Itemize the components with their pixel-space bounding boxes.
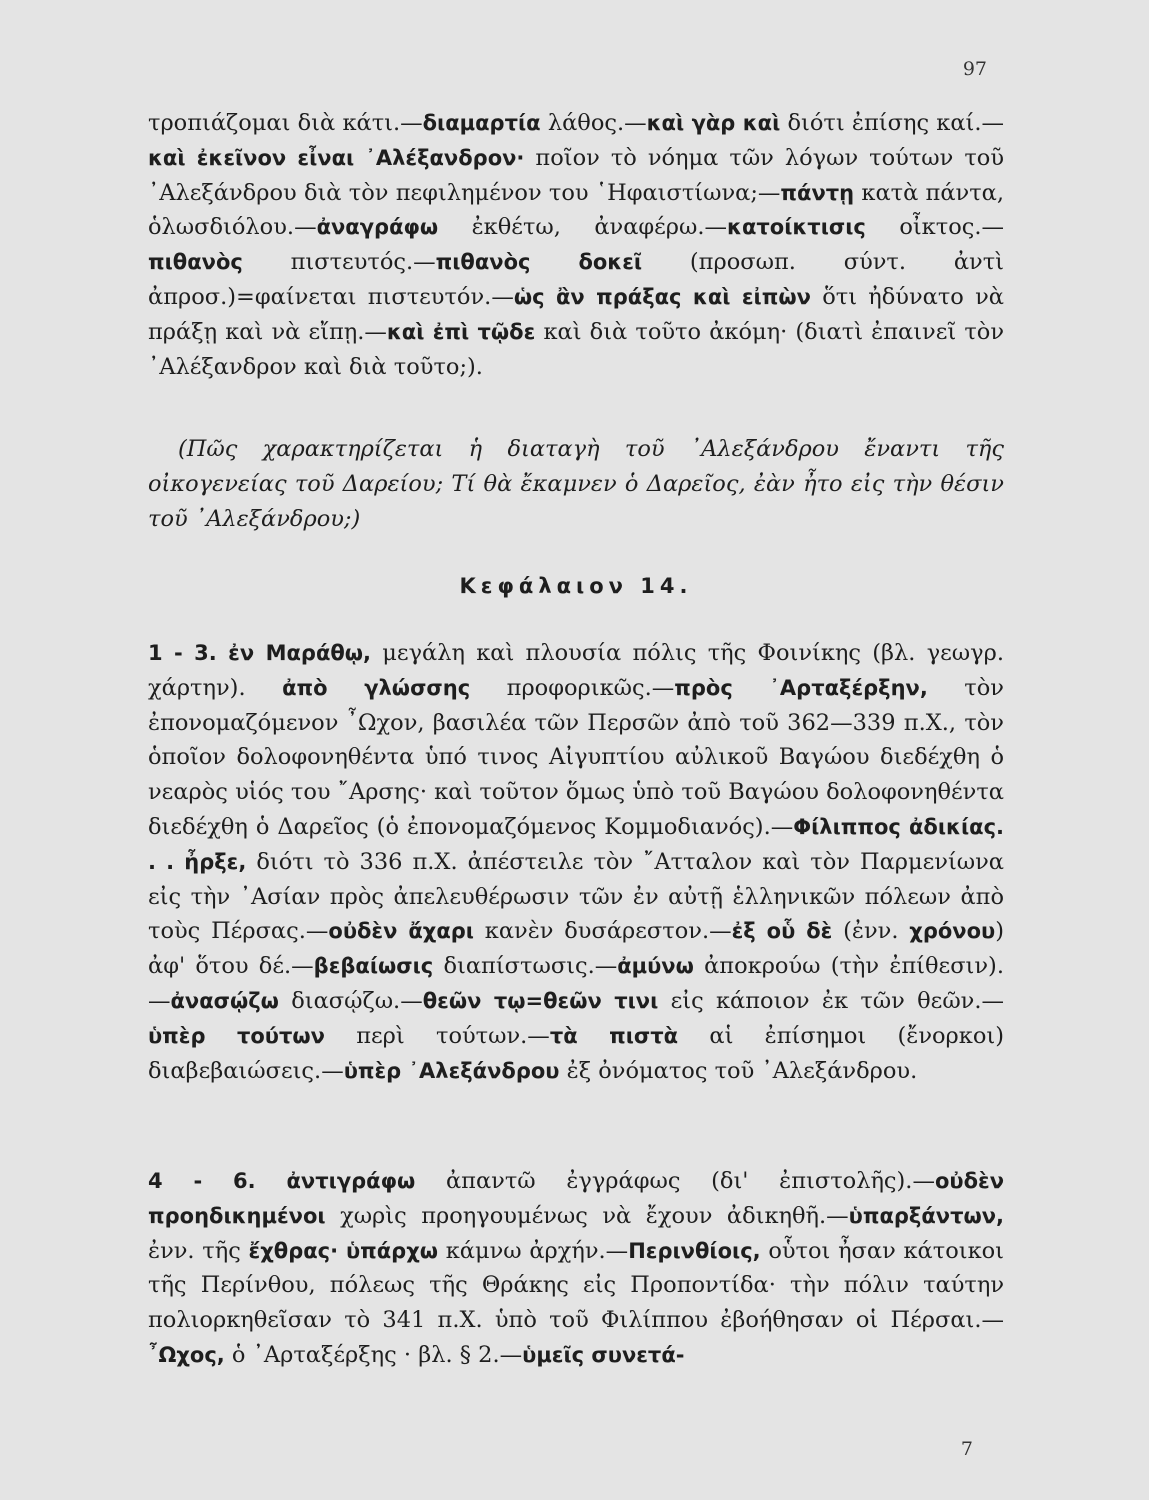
text-run: λάθος.— (540, 110, 647, 136)
bold-term: ὑπὲρ τούτων (148, 1023, 325, 1048)
bold-term: Περινθίοις, (628, 1238, 761, 1263)
bold-term: θεῶν τῳ=θεῶν τινι (422, 988, 659, 1013)
bold-term: ἐξ οὗ δὲ (731, 919, 833, 944)
text-run: ἐνν. τῆς (148, 1237, 249, 1264)
bold-term: 4 - 6. ἀντιγράφω (148, 1169, 416, 1193)
bold-term: ῏Ωχος, (148, 1342, 225, 1367)
text-run: (Πῶς χαρακτηρίζεται ἡ διαταγὴ τοῦ ᾿Αλεξάνδρου ἔναντι τῆς οἰκογενείας τοῦ Δαρείου; Τί θὰ ἔκαμνεν ὁ Δαρεῖος, ἐὰν ἦτο εἰς τὴν θέσιν τοῦ ᾿Αλεξάνδρου;) (148, 436, 1004, 532)
bold-term: χρόνου (909, 919, 996, 944)
text-run: περὶ τούτων.— (324, 1022, 550, 1049)
bold-term: πάντῃ (780, 180, 855, 205)
paragraph-commentary-end (148, 106, 1004, 384)
text-run: κάμνω ἀρχήν.— (438, 1237, 629, 1264)
text-run: οἶκτος.— (865, 214, 1004, 241)
bold-term: καὶ γὰρ καὶ (646, 111, 781, 135)
bold-term: ἀναγράφω (316, 215, 439, 240)
text-run: χωρὶς προηγουμένως νὰ ἔχουν ἀδικηθῆ.— (325, 1202, 849, 1229)
text-run: ὁ ᾿Αρταξέρξης · βλ. § 2.— (224, 1341, 523, 1368)
text-run: ποῖον τὸ νόημα τῶν λόγων τούτων τοῦ ᾿Αλεξάνδρου διὰ τὸν πεφιλημένον του ῾Ηφαιστίωνα;— (148, 144, 1004, 206)
bold-term: οὐδὲν προηδικημένοι (148, 1169, 1004, 1228)
text-run: (προσωπ. σύντ. ἀντὶ ἀπροσ.)=φαίνεται πιστευτόν.— (148, 249, 1004, 310)
text-run: καὶ διὰ τοῦτο ἀκόμη· (διατὶ ἐπαινεῖ τὸν ᾿Αλέξανδρον καὶ διὰ τοῦτο;). (148, 318, 1005, 380)
text-run: ἀποκρούω (τὴν ἐπίθεσιν).— (148, 953, 1004, 1014)
bold-term: καὶ ἐπὶ τῷδε (386, 319, 536, 344)
bold-term: ἔχθρας· ὑπάρχω (248, 1238, 438, 1263)
text-run: ἐξ ὀνόματος τοῦ ᾿Αλεξάνδρου. (559, 1057, 918, 1084)
paragraph-section-4-6 (148, 1164, 1004, 1373)
bold-term: τὰ πιστὰ (549, 1023, 679, 1048)
bold-term: ἀνασῴζω (170, 988, 279, 1013)
paragraph-questions (148, 432, 1004, 536)
bold-term: ὡς ἂν πράξας καὶ εἰπὼν (513, 284, 811, 309)
text-run: διασῴζω.— (278, 987, 423, 1014)
text-run: οὗτοι ἦσαν κάτοικοι τῆς Περίνθου, πόλεως τῆς Θράκης εἰς Προποντίδα· τὴν πόλιν ταύτην πολιορκηθεῖσαν τὸ 341 π.Χ. ὑπὸ τοῦ Φιλίππου ἐβοήθησαν οἱ Πέρσαι.— (148, 1237, 1004, 1334)
bold-term: ἀπὸ γλώσσης (282, 675, 471, 700)
bold-term: Φίλιππος ἀδικίας. . . ἦρξε, (148, 814, 1004, 874)
bold-term: καὶ ἐκεῖνον εἶναι ᾿Αλέξανδρον· (148, 145, 525, 170)
bold-term: πιθανὸς δοκεῖ (435, 250, 643, 275)
bold-term: κατοίκτισις (727, 215, 866, 240)
page-number: 97 (962, 58, 987, 80)
text-run: πιστευτός.— (242, 249, 436, 276)
bold-term: ὑπὲρ ᾿Αλεξάνδρου (343, 1058, 560, 1083)
text-run: προφορικῶς.— (470, 674, 675, 701)
text-run: μεγάλη καὶ πλουσία πόλις τῆς Φοινίκης (βλ. γεωγρ. χάρτην). (148, 640, 1004, 701)
chapter-heading: Κεφάλαιον 14. (459, 574, 693, 598)
text-run: διότι ἐπίσης καί.— (780, 110, 1005, 136)
text-run: ἀπαντῶ ἐγγράφως (δι' ἐπιστολῆς).— (415, 1168, 935, 1194)
signature-mark: 7 (960, 1438, 973, 1460)
bold-term: βεβαίωσις (313, 954, 434, 979)
text-run: κατὰ πάντα, ὁλωσδιόλου.— (148, 179, 1005, 241)
text-run: τροπιάζομαι διὰ κάτι.— (148, 110, 423, 136)
text-run: ἐκθέτω, ἀναφέρω.— (438, 214, 728, 241)
text-run: αἱ ἐπίσημοι (ἔνορκοι) διαβεβαιώσεις.— (148, 1022, 1004, 1084)
bold-term: πρὸς ᾿Αρταξέρξην, (674, 675, 928, 700)
bold-term: ἀμύνω (617, 954, 694, 979)
bold-term: διαμαρτία (422, 111, 541, 135)
bold-term: 1 - 3. ἐν Μαράθῳ, (148, 641, 372, 665)
bold-term: οὐδὲν ἄχαρι (328, 919, 474, 944)
text-run: διαπίστωσις.— (433, 953, 618, 980)
text-run: (ἐνν. (832, 918, 910, 945)
bold-term: πιθανὸς (148, 250, 243, 275)
text-run: ὅτι ἠδύνατο νὰ πράξῃ καὶ νὰ εἴπῃ.— (148, 283, 1004, 345)
text-run: ) ἀφ' ὅτου δέ.— (148, 918, 1004, 980)
bold-term: ὑμεῖς συνετά- (522, 1342, 685, 1367)
text-run: εἰς κάποιον ἐκ τῶν θεῶν.— (658, 987, 1004, 1014)
text-run: κανὲν δυσάρεστον.— (473, 918, 732, 945)
text-run: διότι τὸ 336 π.Χ. ἀπέστειλε τὸν ῎Ατταλον καὶ τὸν Παρμενίωνα εἰς τὴν ᾿Ασίαν πρὸς ἀπελευθέρωσιν τῶν ἐν αὐτῇ ἑλληνικῶν πόλεων ἀπὸ τοὺς Πέρσας.— (148, 848, 1004, 945)
text-run: τὸν ἐπονομαζόμενον ῏Ωχον, βασιλέα τῶν Περσῶν ἀπὸ τοῦ 362—339 π.Χ., τὸν ὁποῖον δολοφονηθέντα ὑπό τινος Αἰγυπτίου αὐλικοῦ Βαγώου διεδέχθη ὁ νεαρὸς υἱός του ῎Αρσης· καὶ τοῦτον ὅμως ὑπὸ τοῦ Βαγώου δολοφονηθέντα διεδέχθη ὁ Δαρεῖος (ὁ ἐπονομαζόμενος Κομμοδιανός).— (148, 674, 1004, 840)
paragraph-section-1-3 (148, 636, 1004, 1088)
bold-term: ὑπαρξάντων, (848, 1203, 1004, 1228)
